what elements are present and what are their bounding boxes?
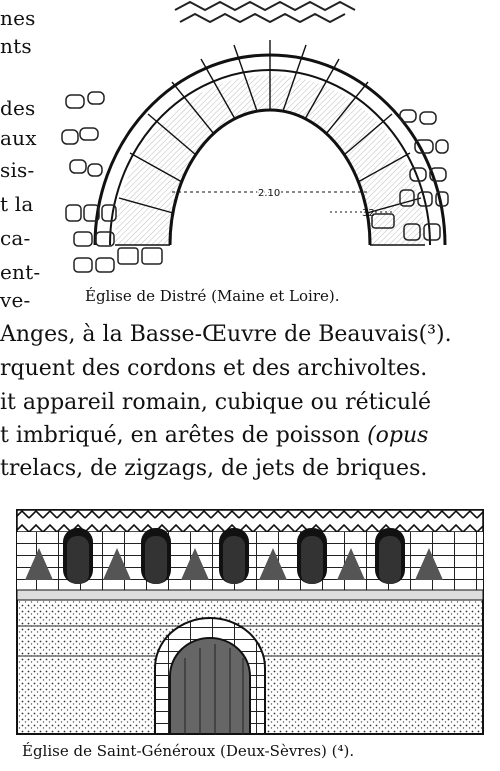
italic-term: (opus [367,423,429,448]
text-fragment: ca- [0,226,31,250]
text-fragment: ent- [0,260,41,284]
text-fragment: aux [0,126,37,150]
doorway [155,618,265,734]
dimension-label: 2.10 [258,188,281,199]
body-line: it appareil romain, cubique ou réticulé [0,390,432,415]
text-fragment: nes [0,6,36,30]
body-line: t imbriqué, en arêtes de poisson (opus [0,423,429,448]
body-line: trelacs, de zigzags, de jets de briques. [0,456,428,481]
facade-illustration [15,508,485,736]
text-fragment: des [0,96,36,120]
text-fragment: ve- [0,288,31,312]
arch-illustration [55,0,500,278]
figure-caption: Église de Saint-Généroux (Deux-Sèvres) (⁴). [22,742,355,760]
body-line: rquent des cordons et des archivoltes. [0,356,428,381]
text-fragment: sis- [0,158,35,182]
text-fragment: t la [0,192,34,216]
figure-caption: Église de Distré (Maine et Loire). [85,287,340,305]
body-line: Anges, à la Basse-Œuvre de Beauvais(³). [0,322,452,347]
dimension-label: 32 [362,208,375,219]
text-fragment: nts [0,34,32,58]
